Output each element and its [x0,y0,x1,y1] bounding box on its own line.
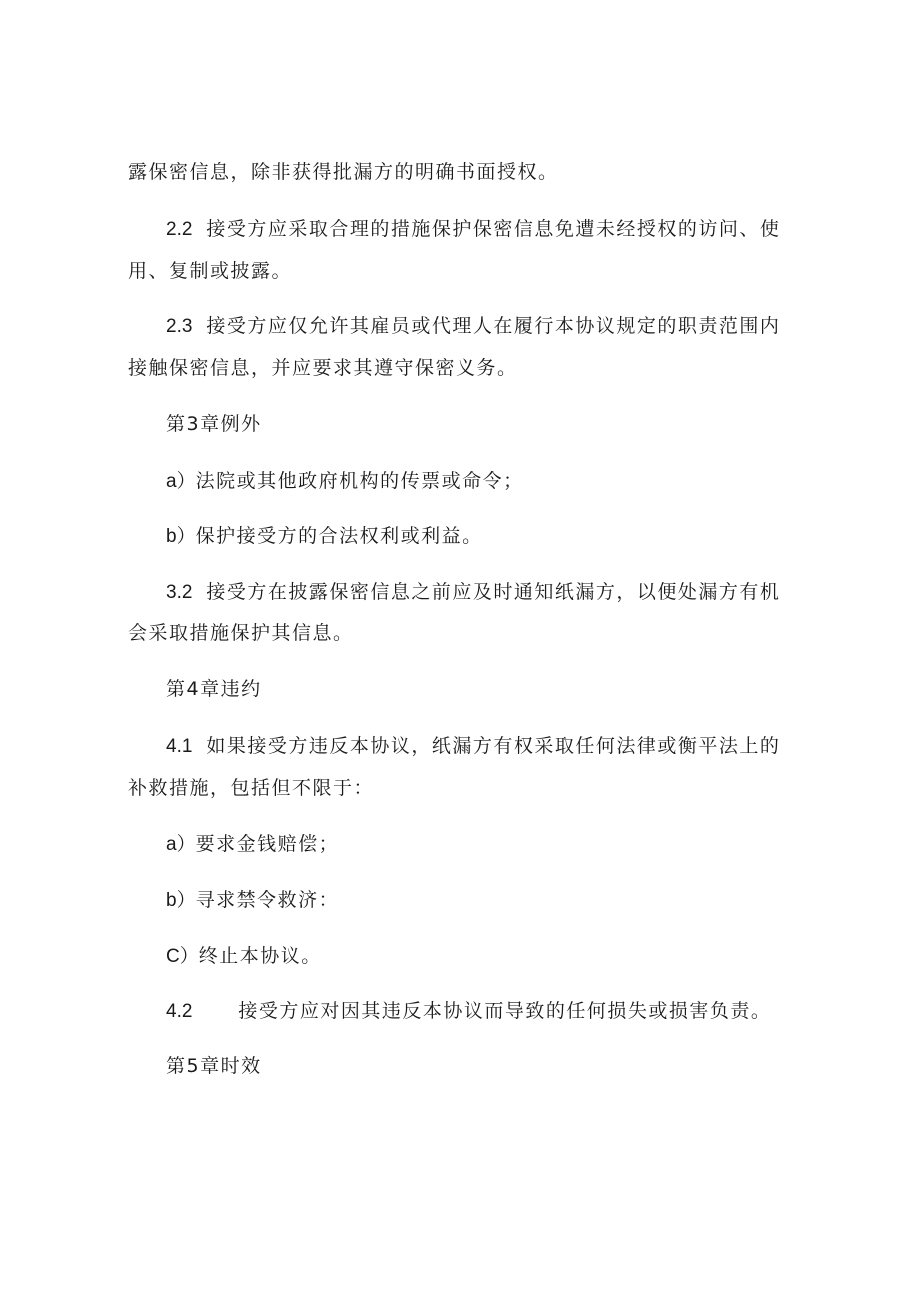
list-text: 终止本协议。 [198,945,322,967]
clause-text: 接受方应仅允许其雇员或代理人在履行本协议规定的职责范围内 [206,315,781,337]
list-marker: a） [166,471,196,492]
clause-number: 3.2 [166,582,193,603]
list-marker: C） [166,946,199,967]
list-text: 法院或其他政府机构的传票或命令； [195,470,524,492]
clause-2-2 [166,217,780,242]
list-text: 寻求禁令救济： [195,889,340,911]
list-marker: a） [166,834,196,855]
clause-2-3-continuation [128,356,518,380]
clause-4-1 [166,734,780,759]
clause-2-2-continuation [128,259,292,283]
clause-text: 接受方在披露保密信息之前应及时通知纸漏方，以便处漏方有机 [206,581,781,603]
clause-text: 补救措施，包括但不限于： [128,777,375,799]
clause-number: 4.2 [166,1001,193,1022]
clause-2-3 [166,314,780,339]
chapter-4-heading: 第4章违约 [166,678,262,700]
clause-text: 接受方应采取合理的措施保护保密信息免遭未经授权的访问、使 [206,218,781,240]
list-item-4a [166,832,339,857]
clause-text: 接触保密信息，并应要求其遵守保密义务。 [128,357,518,379]
clause-text: 用、复制或披露。 [128,260,293,282]
paragraph-text: 露保密信息，除非获得批漏方的明确书面授权。 [128,161,559,183]
clause-4-2 [166,999,771,1024]
list-text: 要求金钱赔偿； [195,833,340,855]
clause-text: 如果接受方违反本协议，纸漏方有权采取任何法律或衡平法上的 [206,735,781,757]
list-item-4b [166,888,339,913]
list-text: 保护接受方的合法权利或利益。 [195,525,483,547]
chapter-3-heading: 第3章例外 [166,413,262,435]
list-marker: b） [166,526,196,547]
list-item-4c [166,944,322,969]
chapter-5-heading: 第5章时效 [166,1055,262,1077]
clause-number: 2.2 [166,219,193,240]
clause-number: 2.3 [166,316,193,337]
list-marker: b） [166,890,196,911]
clause-text: 会采取措施保护其信息。 [128,622,354,644]
paragraph-continuation [128,160,559,184]
clause-number: 4.1 [166,736,193,757]
clause-3-2-continuation [128,621,354,645]
clause-text: 接受方应对因其违反本协议而导致的任何损失或损害负责。 [238,1000,772,1022]
list-item-3a [166,469,524,494]
list-item-3b [166,524,483,549]
clause-3-2 [166,580,780,605]
clause-4-1-continuation [128,776,374,800]
